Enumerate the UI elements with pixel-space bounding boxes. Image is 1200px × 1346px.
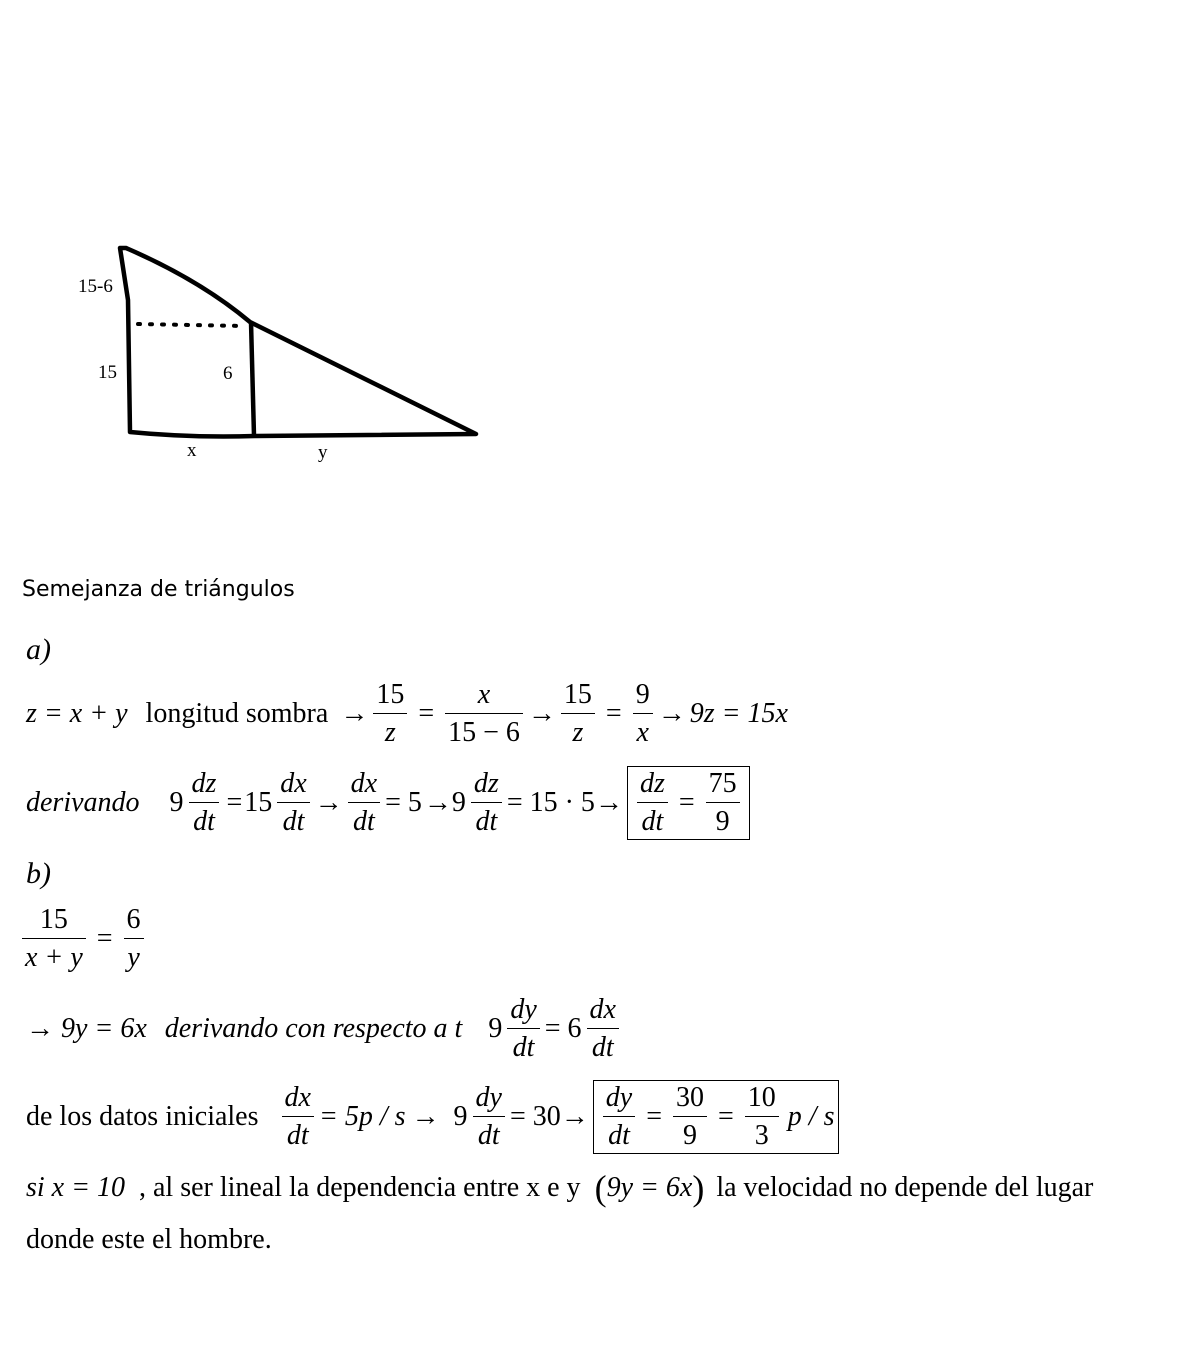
speed-5ps: = 5p / s	[318, 1100, 406, 1132]
triangle-diagram	[0, 0, 520, 480]
paren-open: (	[594, 1168, 607, 1208]
part-b-line5: donde este el hombre.	[26, 1224, 272, 1255]
part-b-line2	[26, 995, 624, 1063]
derivando-text: derivando	[26, 786, 140, 818]
fraction-30-9: $\frac{30}{9}$	[673, 1083, 707, 1151]
fraction-dx-dt-2: $\frac{dx}{dt}$	[348, 769, 380, 837]
boxed-result-a	[627, 766, 750, 840]
equals: =	[226, 786, 243, 818]
coef-9: 9	[169, 786, 184, 818]
fraction-dz-dt-2: $\frac{dz}{dt}$	[471, 769, 502, 837]
equals-15-5: = 15 · 5	[506, 786, 595, 818]
arrow: →	[423, 786, 452, 818]
part-b-line4	[26, 1170, 1093, 1206]
derivando-respecto-text: derivando con respecto a t	[164, 1012, 463, 1044]
fraction-x-15-6: $\frac{x}{15 - 6}$	[445, 680, 523, 748]
z-definition: z = x + y	[26, 697, 128, 729]
linear-text: , al ser lineal la dependencia entre x e y	[139, 1172, 581, 1203]
fraction-15-z: $\frac{15}{z}$	[373, 680, 407, 748]
equals-6: = 6	[544, 1012, 582, 1044]
arrow: →	[560, 1100, 589, 1132]
equals: =	[646, 1100, 662, 1132]
paren-close: )	[692, 1168, 705, 1208]
fraction-6-y: $\frac{6}{y}$	[124, 905, 144, 973]
coef-15: 15	[244, 786, 273, 818]
arrow: →	[314, 786, 343, 818]
fraction-dy-dt-c: $\frac{dy}{dt}$	[473, 1083, 505, 1151]
pole-line	[251, 322, 254, 436]
shadow-text: longitud sombra	[145, 697, 329, 729]
section-heading: Semejanza de triángulos	[22, 577, 295, 602]
fraction-15-xy: $\frac{15}{x + y}$	[22, 905, 86, 973]
equals: =	[718, 1100, 734, 1132]
equals: =	[96, 922, 113, 954]
fraction-dy-dt-box: $\frac{dy}{dt}$	[603, 1083, 635, 1151]
arrow: →	[594, 786, 623, 818]
part-b-line3	[26, 1080, 839, 1154]
arrow: →	[527, 697, 556, 729]
fraction-10-3: $\frac{10}{3}$	[745, 1083, 779, 1151]
fraction-dx-dt-b: $\frac{dx}{dt}$	[587, 995, 619, 1063]
unit-ps: p / s	[787, 1100, 835, 1132]
outer-triangle-outline	[120, 248, 476, 437]
fraction-dx-dt-c: $\frac{dx}{dt}$	[282, 1083, 314, 1151]
equals: =	[678, 786, 695, 818]
equals-30: = 30	[509, 1100, 561, 1132]
part-b-label: b)	[26, 857, 51, 890]
condition-x-10: si x = 10	[26, 1172, 125, 1203]
label-y: y	[318, 442, 328, 463]
velocity-text: la velocidad no depende del lugar	[716, 1172, 1094, 1203]
part-b-line1	[22, 905, 149, 973]
fraction-9-x: $\frac{9}{x}$	[633, 680, 653, 748]
fraction-dy-dt: $\frac{dy}{dt}$	[507, 995, 539, 1063]
coef-9: 9	[453, 1100, 468, 1132]
relation-9y-6x: → 9y = 6x	[26, 1012, 147, 1044]
equals: =	[605, 697, 622, 729]
fraction-dz-dt-box: $\frac{dz}{dt}$	[637, 769, 668, 837]
coef-9: 9	[451, 786, 466, 818]
boxed-result-b	[593, 1080, 840, 1154]
label-x: x	[187, 440, 197, 461]
fraction-dz-dt: $\frac{dz}{dt}$	[189, 769, 220, 837]
coef-9: 9	[488, 1012, 503, 1044]
arrow: →	[411, 1100, 440, 1132]
part-a-label: a)	[26, 633, 51, 666]
equals-5: = 5	[385, 786, 422, 818]
part-a-line1	[26, 680, 788, 748]
fraction-75-9: $\frac{75}{9}$	[706, 769, 740, 837]
equals: =	[418, 697, 435, 729]
arrow: →	[657, 697, 686, 729]
fraction-dx-dt: $\frac{dx}{dt}$	[277, 769, 309, 837]
arrow: →	[340, 697, 369, 729]
result-9z-15x: 9z = 15x	[689, 697, 788, 729]
dotted-level-line	[138, 324, 244, 326]
fraction-15-z-2: $\frac{15}{z}$	[561, 680, 595, 748]
label-15: 15	[98, 362, 117, 383]
label-15-6: 15-6	[78, 276, 113, 297]
label-6: 6	[223, 363, 233, 384]
part-a-line2	[26, 766, 750, 840]
relation-in-paren: 9y = 6x	[606, 1172, 693, 1203]
initial-data-text: de los datos iniciales	[26, 1100, 259, 1132]
